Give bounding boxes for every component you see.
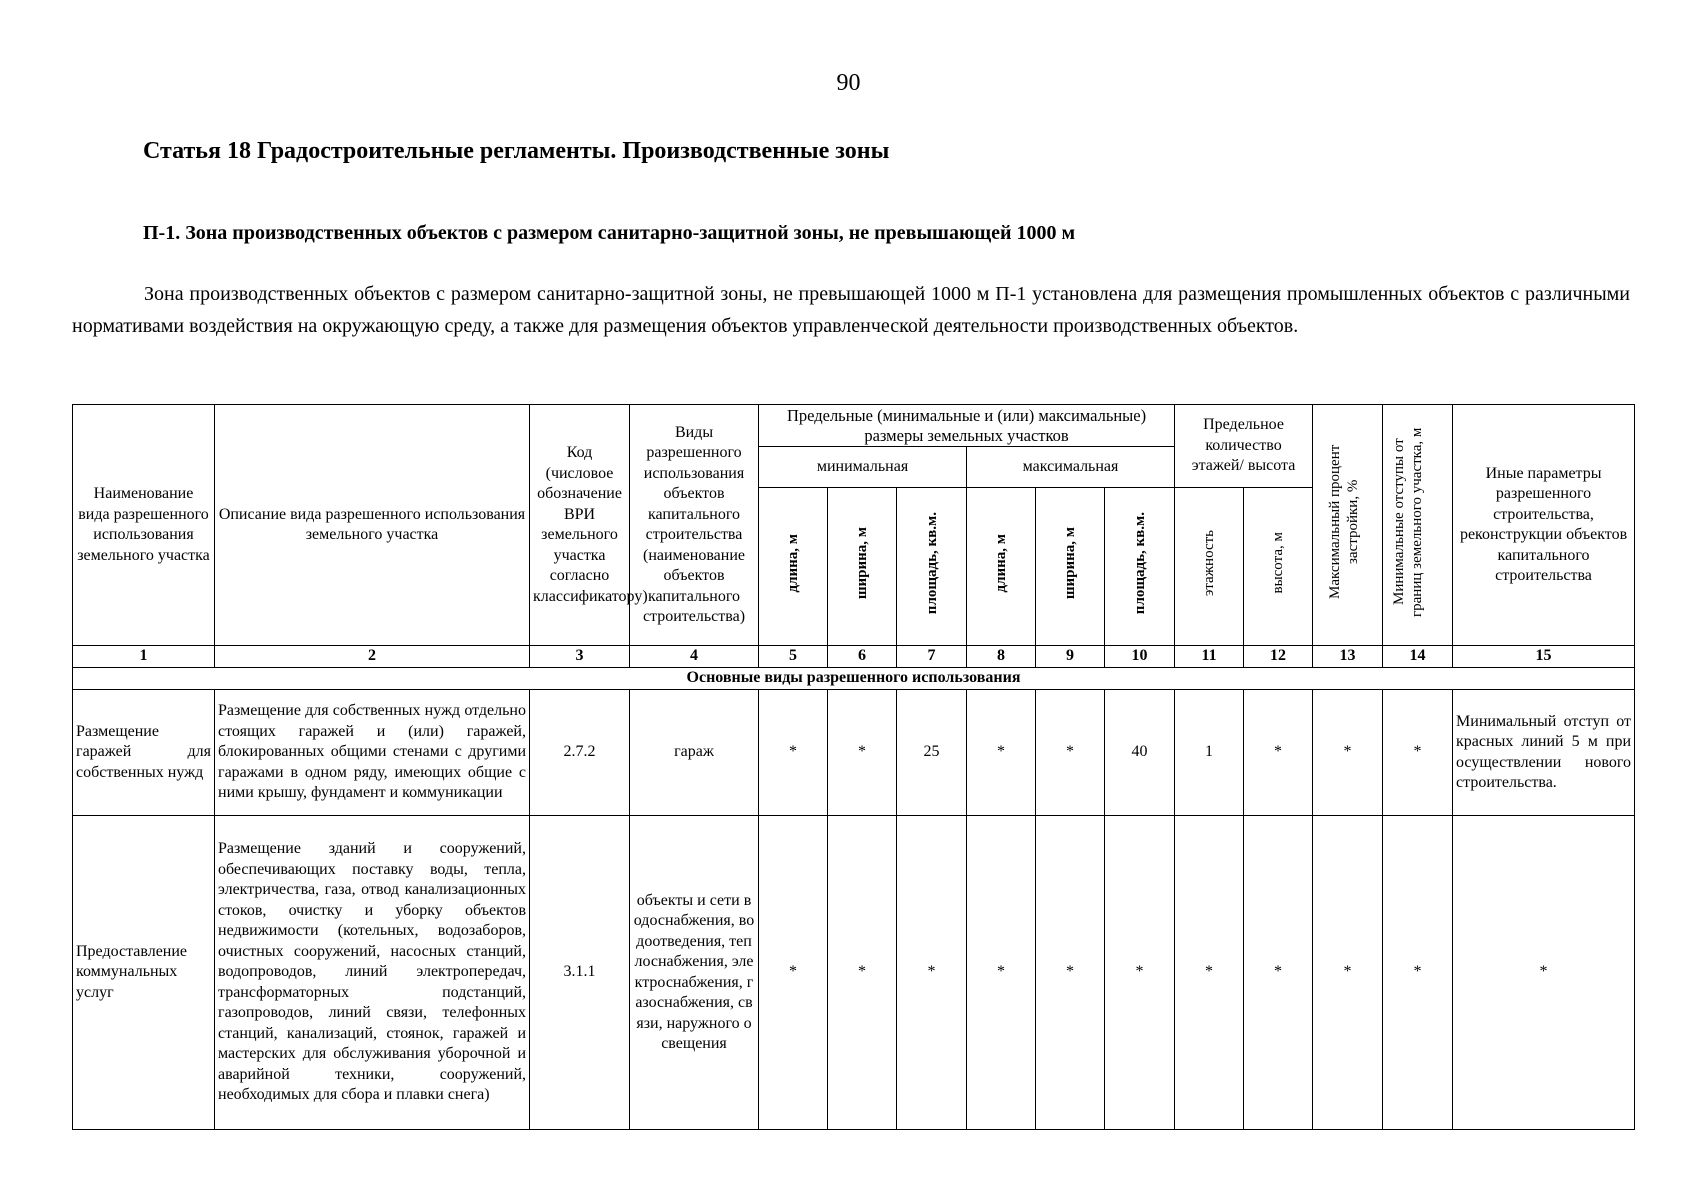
row-max-percent: * xyxy=(1313,816,1383,1130)
header-max-area: площадь, кв.м. xyxy=(1105,488,1175,646)
row-description: Размещение для собственных нужд отдельно стоящих гаражей и (или) гаражей, блокированных общими стенами с другими гаражами в одном ряду, имеющих общие с ними крышу, фундамент и коммуникации xyxy=(215,690,530,816)
row-max-area: * xyxy=(1105,816,1175,1130)
row-name: Предоставление коммунальных услуг xyxy=(73,816,215,1130)
header-height: высота, м xyxy=(1244,488,1313,646)
header-min-setback: Минимальные отступы от границ земельного участка, м xyxy=(1383,405,1453,646)
col-num: 5 xyxy=(759,646,828,668)
row-max-length: * xyxy=(967,816,1036,1130)
row-max-percent: * xyxy=(1313,690,1383,816)
row-max-width: * xyxy=(1036,816,1105,1130)
regulations-table xyxy=(72,404,1635,1130)
header-min-area: площадь, кв.м. xyxy=(897,488,967,646)
col-num: 3 xyxy=(530,646,630,668)
row-other: * xyxy=(1453,816,1635,1130)
header-min-width: ширина, м xyxy=(828,488,897,646)
col-num: 15 xyxy=(1453,646,1635,668)
row-types: объекты и сети водоснабжения, водоотведения, теплоснабжения, электроснабжения, газоснабжения, связи, наружного освещения xyxy=(630,816,759,1130)
col-num: 13 xyxy=(1313,646,1383,668)
row-min-setback: * xyxy=(1383,690,1453,816)
row-max-length: * xyxy=(967,690,1036,816)
row-code: 2.7.2 xyxy=(530,690,630,816)
col-num: 6 xyxy=(828,646,897,668)
header-min: минимальная xyxy=(759,447,967,488)
table-row xyxy=(73,816,1635,1130)
row-min-setback: * xyxy=(1383,816,1453,1130)
header-max-percent: Максимальный процент застройки, % xyxy=(1313,405,1383,646)
header-floors: этажность xyxy=(1175,488,1244,646)
header-min-length: длина, м xyxy=(759,488,828,646)
row-max-width: * xyxy=(1036,690,1105,816)
header-name: Наименование вида разрешенного использования земельного участка xyxy=(73,405,215,646)
col-num: 8 xyxy=(967,646,1036,668)
row-min-area: * xyxy=(897,816,967,1130)
section-row xyxy=(73,668,1635,690)
row-floors: 1 xyxy=(1175,690,1244,816)
col-num: 1 xyxy=(73,646,215,668)
row-height: * xyxy=(1244,816,1313,1130)
table-row xyxy=(73,690,1635,816)
header-types: Виды разрешенного использования объектов капитального строительства (наименование объектов капитального строительства) xyxy=(630,405,759,646)
col-num: 4 xyxy=(630,646,759,668)
header-floors-group: Предельное количество этажей/ высота xyxy=(1175,405,1313,488)
col-num: 10 xyxy=(1105,646,1175,668)
col-num: 2 xyxy=(215,646,530,668)
row-max-area: 40 xyxy=(1105,690,1175,816)
row-name: Размещение гаражей для собственных нужд xyxy=(73,690,215,816)
article-title: Статья 18 Градостроительные регламенты. Производственные зоны xyxy=(143,138,890,164)
row-min-length: * xyxy=(759,816,828,1130)
row-floors: * xyxy=(1175,816,1244,1130)
row-min-length: * xyxy=(759,690,828,816)
row-other: Минимальный отступ от красных линий 5 м при осуществлении нового строительства. xyxy=(1453,690,1635,816)
col-num: 11 xyxy=(1175,646,1244,668)
column-number-row xyxy=(73,646,1635,668)
zone-title: П-1. Зона производственных объектов с размером санитарно-защитной зоны, не превышающей 1000 м xyxy=(143,222,1076,244)
header-max: максимальная xyxy=(967,447,1175,488)
header-max-length: длина, м xyxy=(967,488,1036,646)
row-types: гараж xyxy=(630,690,759,816)
page-number: 90 xyxy=(836,70,861,96)
header-row-1 xyxy=(73,405,1635,447)
col-num: 14 xyxy=(1383,646,1453,668)
row-min-area: 25 xyxy=(897,690,967,816)
row-min-width: * xyxy=(828,816,897,1130)
header-description: Описание вида разрешенного использования земельного участка xyxy=(215,405,530,646)
row-description: Размещение зданий и сооружений, обеспечивающих поставку воды, тепла, электричества, газа, отвод канализационных стоков, очистку и уборку объектов недвижимости (котельных, водозаборов, очистных сооружений, насосных станций, водопроводов, линий электропередач, трансформаторных подстанций, газопроводов, линий связи, телефонных станций, канализаций, стоянок, гаражей и мастерских для обслуживания уборочной и аварийной техники, сооружений, необходимых для сбора и плавки снега) xyxy=(215,816,530,1130)
row-min-width: * xyxy=(828,690,897,816)
col-num: 7 xyxy=(897,646,967,668)
header-max-width: ширина, м xyxy=(1036,488,1105,646)
row-height: * xyxy=(1244,690,1313,816)
col-num: 9 xyxy=(1036,646,1105,668)
intro-paragraph: Зона производственных объектов с размером санитарно-защитной зоны, не превышающей 1000 м П-1 установлена для размещения промышленных объектов с различными нормативами воздействия на окружающую среду, а также для размещения объектов управленческой деятельности производственных объектов. xyxy=(72,283,1630,337)
header-other: Иные параметры разрешенного строительства, реконструкции объектов капитального строительства xyxy=(1453,405,1635,646)
header-limits: Предельные (минимальные и (или) максимальные) размеры земельных участков xyxy=(759,405,1175,447)
row-code: 3.1.1 xyxy=(530,816,630,1130)
header-code: Код (числовое обозначение ВРИ земельного участка согласно классификатору) xyxy=(530,405,630,646)
section-title: Основные виды разрешенного использования xyxy=(73,668,1635,690)
col-num: 12 xyxy=(1244,646,1313,668)
